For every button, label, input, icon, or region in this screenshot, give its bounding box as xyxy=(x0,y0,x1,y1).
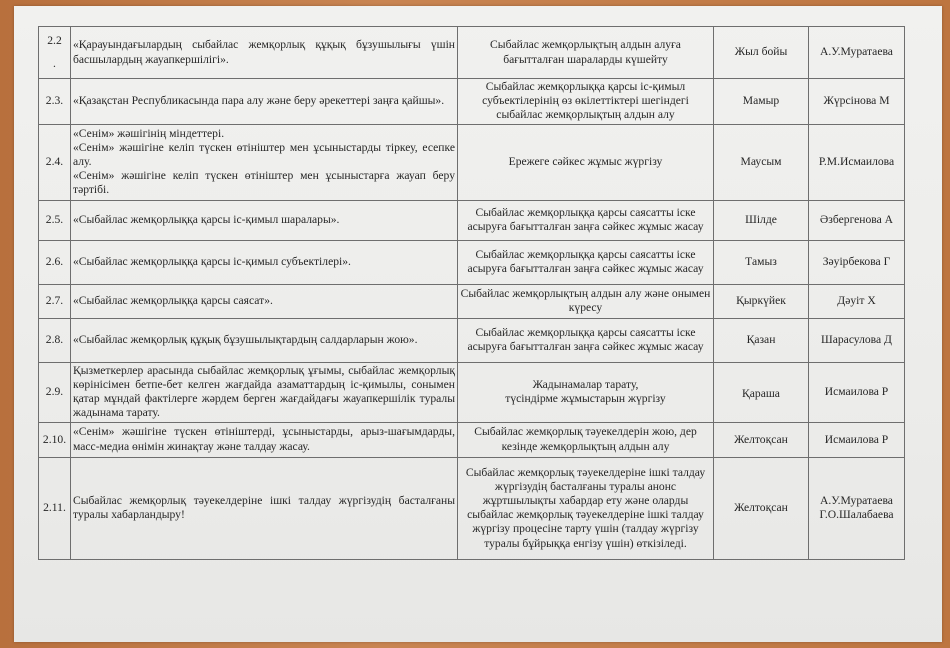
responsible-cell: Р.М.Исмаилова xyxy=(809,124,905,200)
action-plan-table xyxy=(38,26,905,560)
activity-cell: Сыбайлас жемқорлықтың алдын алу және онымен күресу xyxy=(458,284,714,318)
table-row xyxy=(39,124,905,200)
paper-sheet xyxy=(14,6,942,642)
topic-cell xyxy=(71,124,458,200)
responsible-cell: Шарасулова Д xyxy=(809,318,905,362)
row-number: 2.3. xyxy=(39,79,71,125)
responsible-cell: А.У.Муратаева xyxy=(809,27,905,79)
topic-cell: «Сыбайлас жемқорлыққа қарсы саясат». xyxy=(71,284,458,318)
deadline-cell: Қараша xyxy=(714,362,809,422)
deadline-cell: Желтоқсан xyxy=(714,422,809,457)
responsible-line: А.У.Муратаева xyxy=(820,493,893,507)
activity-cell: Сыбайлас жемқорлыққа қарсы іс-қимыл субъектілерінің өз өкілеттіктері шегіндегі сыбайлас жемқорлықтың алдын алу xyxy=(458,79,714,125)
topic-line: «Сенім» жәшігіне келіп түскен өтініштер мен ұсыныстарды тіркеу, есепке алу. xyxy=(73,140,455,168)
row-number: 2.6. xyxy=(39,240,71,284)
table-row xyxy=(39,422,905,457)
activity-cell: Сыбайлас жемқорлыққа қарсы саясатты іске асыруға бағытталған заңға сәйкес жұмыс жасау xyxy=(458,240,714,284)
row-number: 2.2 . xyxy=(39,27,71,79)
responsible-line: Г.О.Шалабаева xyxy=(819,508,894,522)
topic-cell: «Сыбайлас жемқорлыққа қарсы іс-қимыл шаралары». xyxy=(71,200,458,240)
topic-cell: Сыбайлас жемқорлық тәуекелдеріне ішкі талдау жүргізудің басталғаны туралы хабарландыру! xyxy=(71,457,458,559)
responsible-cell: Дәуіт Х xyxy=(809,284,905,318)
row-number: 2.8. xyxy=(39,318,71,362)
table-row xyxy=(39,27,905,79)
table-row xyxy=(39,79,905,125)
row-number: 2.11. xyxy=(39,457,71,559)
responsible-cell: Зәуірбекова Г xyxy=(809,240,905,284)
row-number: 2.4. xyxy=(39,124,71,200)
activity-cell: Сыбайлас жемқорлықтың алдын алуға бағытталған шараларды күшейту xyxy=(458,27,714,79)
activity-cell: Сыбайлас жемқорлық тәуекелдеріне ішкі талдау жүргізудің басталғаны туралы анонс жұртшылықты хабардар ету және оларды сыбайлас жемқорлық тәуекелдеріне ішкі талдау жүргізу процесіне тарту үшін (талдау жүргізу туралы бұйрыққа енгізу үшін) өткізіледі. xyxy=(458,457,714,559)
responsible-cell: Жүрсінова М xyxy=(809,79,905,125)
topic-cell: «Қазақстан Республикасында пара алу және беру әрекеттері заңға қайшы». xyxy=(71,79,458,125)
table-row xyxy=(39,362,905,422)
deadline-cell: Тамыз xyxy=(714,240,809,284)
activity-cell: Сыбайлас жемқорлыққа қарсы саясатты іске асыруға бағытталған заңға сәйкес жұмыс жасау xyxy=(458,200,714,240)
responsible-cell: Әзбергенова А xyxy=(809,200,905,240)
deadline-cell: Қазан xyxy=(714,318,809,362)
deadline-cell: Жыл бойы xyxy=(714,27,809,79)
activity-cell xyxy=(458,362,714,422)
table-row xyxy=(39,200,905,240)
topic-line: «Сенім» жәшігінің міндеттері. xyxy=(73,126,225,140)
responsible-cell: Исмаилова Р xyxy=(809,362,905,422)
deadline-cell: Мамыр xyxy=(714,79,809,125)
activity-line: Жадынамалар тарату, xyxy=(532,377,639,391)
deadline-cell: Қыркүйек xyxy=(714,284,809,318)
responsible-cell xyxy=(809,457,905,559)
table-row xyxy=(39,457,905,559)
row-number: 2.7. xyxy=(39,284,71,318)
topic-line: «Сенім» жәшігіне келіп түскен өтініштер мен ұсыныстарға жауап беру тәртібі. xyxy=(73,169,455,197)
activity-cell: Сыбайлас жемқорлыққа қарсы саясатты іске асыруға бағытталған заңға сәйкес жұмыс жасау xyxy=(458,318,714,362)
topic-cell: «Сыбайлас жемқорлыққа қарсы іс-қимыл субъектілері». xyxy=(71,240,458,284)
topic-cell: «Сыбайлас жемқорлық құқық бұзушылықтардың салдарларын жою». xyxy=(71,318,458,362)
deadline-cell: Шілде xyxy=(714,200,809,240)
table-row xyxy=(39,318,905,362)
activity-cell: Ережеге сәйкес жұмыс жүргізу xyxy=(458,124,714,200)
row-number: 2.10. xyxy=(39,422,71,457)
activity-line: түсіндірме жұмыстарын жүргізу xyxy=(505,392,666,406)
row-number: 2.5. xyxy=(39,200,71,240)
activity-cell: Сыбайлас жемқорлық тәуекелдерін жою, дер кезінде жемқорлықтың алдын алу xyxy=(458,422,714,457)
topic-cell: «Сенім» жәшігіне түскен өтініштерді, ұсыныстарды, арыз-шағымдарды, масс-медиа өнімін жинақтау және талдау жасау. xyxy=(71,422,458,457)
deadline-cell: Маусым xyxy=(714,124,809,200)
table-row xyxy=(39,240,905,284)
table-row xyxy=(39,284,905,318)
deadline-cell: Желтоқсан xyxy=(714,457,809,559)
topic-cell: «Қарауындағылардың сыбайлас жемқорлық құқық бұзушылығы үшін басшылардың жауапкершілігі». xyxy=(71,27,458,79)
row-number: 2.9. xyxy=(39,362,71,422)
responsible-cell: Исмаилова Р xyxy=(809,422,905,457)
topic-cell: Қызметкерлер арасында сыбайлас жемқорлық ұғымы, сыбайлас жемқорлық көрінісімен бетпе-бет келген жағдайда азаматтардың іс-қимылы, сонымен қатар мұндай фактілерге жәрдем берген жағдайдағы жауапкершілік туралы жадынама тарату. xyxy=(71,362,458,422)
